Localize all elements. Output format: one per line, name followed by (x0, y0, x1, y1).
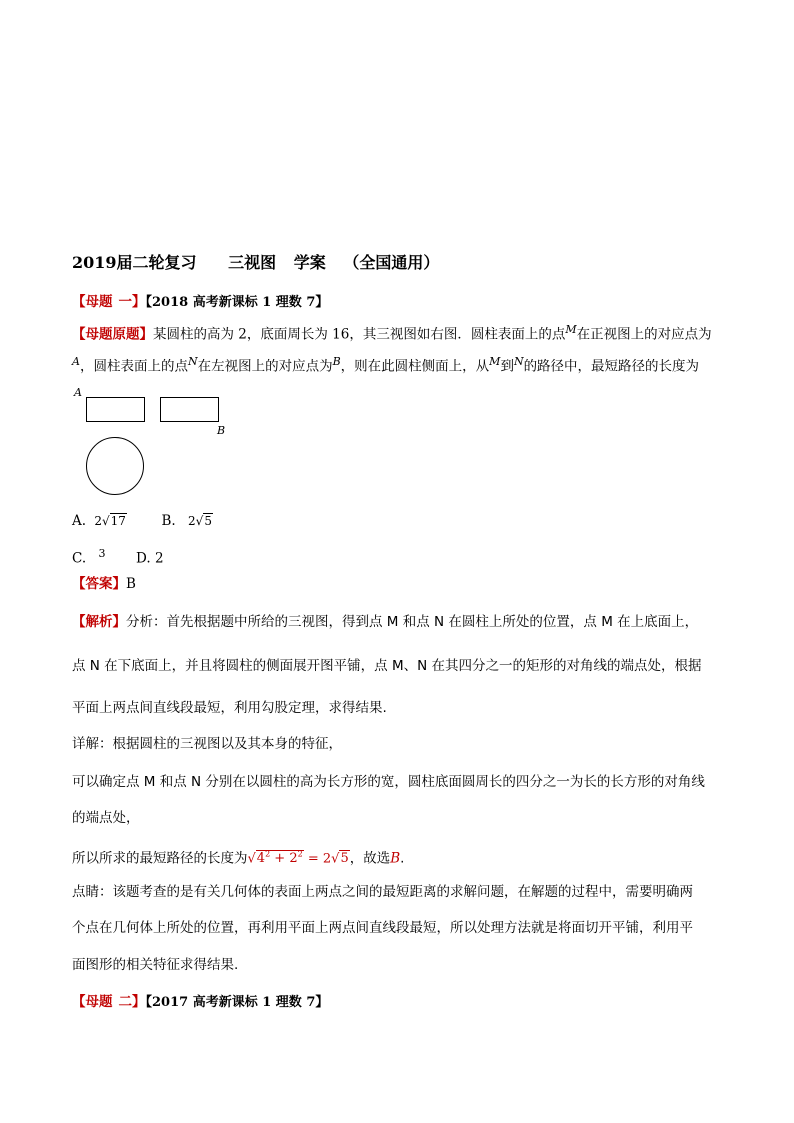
detail-line-1: 详解：根据圆柱的三视图以及其本身的特征， (72, 736, 342, 752)
options-row-2 (72, 544, 164, 569)
detail-text-4b: ，故选 (349, 850, 391, 867)
answer-line (72, 574, 136, 594)
answer-tag: 【答案】 (72, 576, 126, 592)
problem2-heading (72, 990, 328, 1010)
formula-exp-a: 2 (265, 850, 271, 859)
front-view-rect (86, 397, 145, 422)
comment-line-3: 面图形的相关特征求得结果. (72, 957, 239, 973)
problem1-source: 【2018 高考新课标 1 理数 7】 (145, 295, 329, 310)
options-row-1 (72, 511, 213, 531)
problem2-tag-open: 【母题 (72, 994, 113, 1010)
problem1-tag-open: 【母题 (72, 294, 113, 310)
option-b-label: B. (161, 513, 176, 529)
option-a-label: A. (72, 513, 87, 529)
analysis-tag: 【解析】 (72, 614, 126, 630)
title-topic: 三视图 (228, 253, 277, 272)
problem1-tag-num: 一】 (118, 294, 146, 310)
var-n: N (187, 355, 198, 368)
option-a-coef: 2 (94, 514, 102, 528)
analysis-text-1: 分析：首先根据题中所给的三视图，得到点 M 和点 N 在圆柱上所处的位置，点 M 在上底面上， (126, 614, 699, 630)
comment-line-1: 点睛：该题考查的是有关几何体的表面上两点之间的最短距离的求解问题，在解题的过程中，需要明确两 (72, 884, 693, 900)
analysis-line-2: 点 N 在下底面上，并且将圆柱的侧面展开图平铺，点 M、N 在其四分之一的矩形的对角线的端点处，根据 (72, 658, 702, 674)
detail-line-4 (72, 845, 404, 869)
formula-exp-b: 2 (297, 850, 303, 859)
stem-text-2e: 的路径中，最短路径的长度为 (523, 358, 700, 375)
stem-text-1b: 在正视图上的对应点为 (576, 326, 712, 343)
detail-text-4a: 所以所求的最短路径的长度为 (72, 850, 248, 867)
title-scope: （全国通用） (343, 253, 440, 272)
comment-line-2: 个点在几何体上所处的位置，再利用平面上两点间直线段最短，所以处理方法就是将面切开平铺，利用平 (72, 920, 693, 936)
var-m: M (565, 323, 577, 336)
original-problem-tag: 【母题原题】 (72, 326, 153, 343)
formula-a: 4 (256, 851, 266, 867)
top-view-circle (86, 437, 144, 495)
formula-result-radicand: 5 (340, 851, 349, 867)
option-a-value: 2√17 (94, 514, 126, 528)
distance-formula: $√4^2 + 2^2 = 2√5$ (247, 850, 349, 867)
figure-label-a: A (74, 386, 82, 399)
option-b-radicand: 5 (204, 514, 212, 528)
title-year: 2019 (72, 253, 117, 272)
problem1-stem-line2 (72, 352, 699, 377)
var-n-2: N (513, 355, 524, 368)
option-c-value: 3 (98, 547, 106, 560)
stem-text-1a: 某圆柱的高为 2，底面周长为 16，其三视图如右图．圆柱表面上的点 (153, 326, 566, 343)
detail-line-3: 的端点处， (72, 810, 140, 826)
stem-text-2b: 在左视图上的对应点为 (197, 358, 333, 375)
figure-label-b: B (217, 424, 226, 437)
problem2-source: 【2017 高考新课标 1 理数 7】 (145, 995, 329, 1010)
option-b-coef: 2 (188, 514, 196, 528)
var-b: B (332, 355, 341, 368)
problem2-tag-num: 二】 (118, 994, 146, 1010)
side-view-rect (160, 397, 219, 422)
formula-radicand (256, 850, 304, 866)
title-series: 届二轮复习 (116, 253, 197, 272)
var-m-2: M (489, 355, 501, 368)
detail-text-4-end: . (400, 850, 405, 867)
option-b-value: 2√5 (188, 514, 212, 528)
option-a-radicand: 17 (110, 514, 126, 528)
stem-text-2a: ，圆柱表面上的点 (79, 358, 188, 375)
analysis-line-3: 平面上两点间直线段最短，利用勾股定理，求得结果. (72, 700, 387, 716)
formula-plus: + 2 (270, 851, 298, 867)
stem-text-2d: 到 (500, 358, 514, 375)
analysis-line-1 (72, 612, 698, 632)
var-a: A (72, 355, 80, 368)
title-kind: 学案 (293, 253, 326, 272)
page-title (72, 250, 439, 273)
problem1-heading (72, 290, 328, 310)
option-c-label: C. (72, 550, 87, 567)
answer-value: B (126, 576, 136, 592)
formula-eq: = 2 (303, 851, 332, 867)
stem-text-2c: ，则在此圆柱侧面上，从 (340, 358, 490, 375)
option-d: D. 2 (136, 550, 164, 567)
detail-choice: B (390, 850, 401, 867)
problem1-stem-line1 (72, 320, 712, 345)
detail-line-2: 可以确定点 M 和点 N 分别在以圆柱的高为长方形的宽，圆柱底面圆周长的四分之一为长的长方形的对角线 (72, 774, 705, 790)
